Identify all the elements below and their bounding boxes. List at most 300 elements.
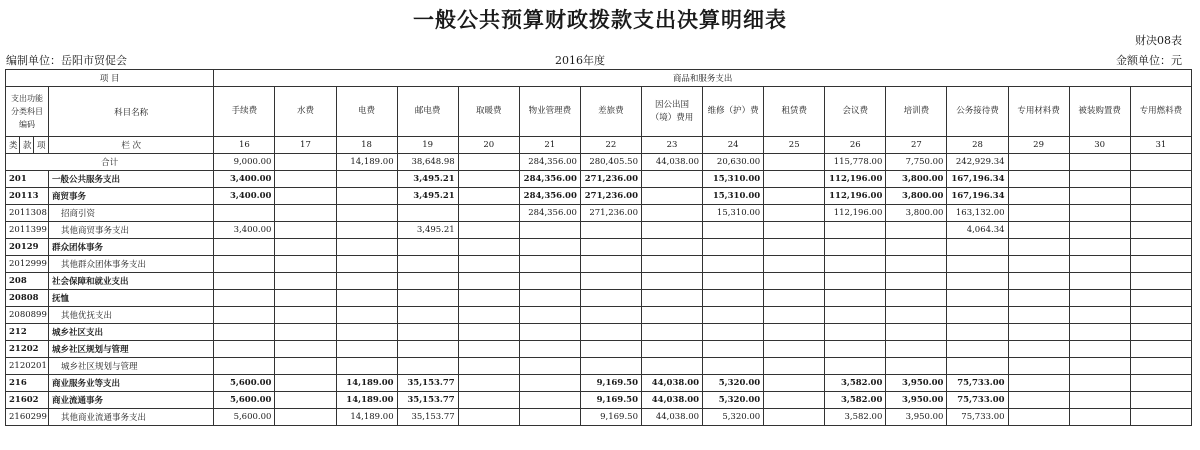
table-row [6,409,1192,426]
amount-cell [1130,324,1191,341]
amount-cell [458,290,519,307]
amount-cell [1008,307,1069,324]
amount-cell: 5,320.00 [703,392,764,409]
amount-cell [1069,239,1130,256]
amount-cell: 112,196.00 [825,205,886,222]
amount-cell: 9,169.50 [580,392,641,409]
amount-cell [458,222,519,239]
amount-cell [641,341,702,358]
amount-cell: 75,733.00 [947,409,1008,426]
amount-cell [458,392,519,409]
amount-cell [1130,307,1191,324]
amount-cell: 9,169.50 [580,409,641,426]
amount-cell [1069,205,1130,222]
amount-cell [580,358,641,375]
column-header: 租赁费 [764,87,825,137]
table-row [6,375,1192,392]
subject-code: 2011308 [6,205,49,222]
amount-cell [947,307,1008,324]
amount-cell [580,273,641,290]
amount-cell [214,256,275,273]
amount-cell: 284,356.00 [519,188,580,205]
amount-cell [580,239,641,256]
amount-cell: 271,236.00 [580,171,641,188]
amount-cell [275,239,336,256]
amount-cell: 271,236.00 [580,205,641,222]
amount-cell [519,409,580,426]
amount-cell: 3,582.00 [825,392,886,409]
amount-cell [1069,154,1130,171]
table-body [6,154,1192,426]
lei-label: 类 [6,137,20,154]
amount-cell [886,341,947,358]
column-header: 邮电费 [397,87,458,137]
amount-cell [275,307,336,324]
amount-cell: 75,733.00 [947,375,1008,392]
amount-cell [641,256,702,273]
amount-cell [275,273,336,290]
amount-cell: 44,038.00 [641,154,702,171]
amount-cell [825,341,886,358]
amount-cell: 14,189.00 [336,154,397,171]
amount-cell [458,409,519,426]
column-number: 29 [1008,137,1069,154]
amount-cell [703,341,764,358]
amount-cell [580,341,641,358]
kuan-label: 款 [20,137,34,154]
amount-cell [336,290,397,307]
amount-cell: 5,320.00 [703,409,764,426]
amount-cell [825,239,886,256]
column-number: 18 [336,137,397,154]
amount-cell: 3,800.00 [886,171,947,188]
amount-cell [825,324,886,341]
subject-code: 20808 [6,290,49,307]
amount-cell [1008,256,1069,273]
subject-name-header: 科目名称 [49,87,214,137]
amount-cell [825,256,886,273]
subject-name: 商业流通事务 [49,392,214,409]
amount-cell [1130,239,1191,256]
amount-cell [214,290,275,307]
amount-cell: 112,196.00 [825,171,886,188]
subject-name: 其他商贸事务支出 [49,222,214,239]
amount-cell [1008,409,1069,426]
amount-cell: 15,310.00 [703,188,764,205]
amount-cell [275,392,336,409]
amount-cell [1008,358,1069,375]
amount-cell [275,171,336,188]
amount-cell [703,358,764,375]
amount-cell [519,290,580,307]
column-number: 19 [397,137,458,154]
amount-cell [275,222,336,239]
table-row [6,324,1192,341]
subject-code: 2011399 [6,222,49,239]
amount-cell [275,188,336,205]
amount-cell [580,324,641,341]
amount-cell [1008,239,1069,256]
amount-cell [825,273,886,290]
table-row [6,273,1192,290]
amount-cell [703,256,764,273]
amount-cell [519,324,580,341]
expenditure-table [5,69,1192,426]
amount-cell [458,188,519,205]
amount-cell [1130,188,1191,205]
amount-cell: 284,356.00 [519,171,580,188]
amount-cell [1069,358,1130,375]
column-number: 28 [947,137,1008,154]
column-number: 16 [214,137,275,154]
subject-name: 城乡社区支出 [49,324,214,341]
amount-cell [764,307,825,324]
column-header: 手续费 [214,87,275,137]
amount-cell [825,307,886,324]
subject-name: 城乡社区规划与管理 [49,341,214,358]
amount-cell [1008,188,1069,205]
amount-cell [641,239,702,256]
amount-cell: 284,356.00 [519,154,580,171]
amount-cell [336,239,397,256]
amount-cell [1130,256,1191,273]
subject-code: 212 [6,324,49,341]
column-number: 27 [886,137,947,154]
subject-name: 其他商业流通事务支出 [49,409,214,426]
amount-cell [764,358,825,375]
amount-cell [214,205,275,222]
amount-cell [764,188,825,205]
column-header: 专用燃料费 [1130,87,1191,137]
amount-cell [1008,392,1069,409]
amount-cell [397,324,458,341]
amount-cell: 242,929.34 [947,154,1008,171]
amount-cell [1130,273,1191,290]
amount-cell [275,324,336,341]
amount-cell [1069,290,1130,307]
table-row [6,171,1192,188]
amount-cell [397,341,458,358]
amount-cell [1008,205,1069,222]
amount-cell [458,154,519,171]
amount-cell [275,358,336,375]
table-row [6,392,1192,409]
amount-cell [214,239,275,256]
subject-name: 商贸事务 [49,188,214,205]
subject-name: 商业服务业等支出 [49,375,214,392]
amount-cell [764,409,825,426]
amount-cell [886,290,947,307]
amount-cell [764,171,825,188]
subject-code: 21202 [6,341,49,358]
subject-name: 招商引资 [49,205,214,222]
amount-cell [1069,341,1130,358]
fiscal-year: 2016年度 [555,54,605,67]
amount-cell [825,358,886,375]
column-header: 被装购置费 [1069,87,1130,137]
amount-cell [886,324,947,341]
subject-code: 20129 [6,239,49,256]
amount-cell [764,375,825,392]
subject-code: 21602 [6,392,49,409]
function-code-header: 支出功能分类科目编码 [6,87,49,137]
amount-cell [275,256,336,273]
amount-cell [336,273,397,290]
amount-cell [519,307,580,324]
amount-cell [580,256,641,273]
amount-cell [825,290,886,307]
amount-cell [458,239,519,256]
amount-cell [764,222,825,239]
amount-cell [1008,324,1069,341]
amount-cell [580,290,641,307]
amount-cell [641,171,702,188]
amount-cell [519,273,580,290]
amount-cell [947,290,1008,307]
subject-code: 2012999 [6,256,49,273]
column-header: 维修（护）费 [703,87,764,137]
currency-unit: 金额单位：元 [1116,54,1182,67]
amount-cell [458,375,519,392]
column-header: 公务接待费 [947,87,1008,137]
table-row [6,307,1192,324]
amount-cell [764,324,825,341]
amount-cell [1008,171,1069,188]
header-row-group [6,70,1192,87]
amount-cell [703,222,764,239]
amount-cell [458,256,519,273]
column-number: 23 [641,137,702,154]
amount-cell [397,239,458,256]
column-header: 差旅费 [580,87,641,137]
amount-cell [1008,290,1069,307]
table-row [6,341,1192,358]
amount-cell: 5,600.00 [214,409,275,426]
amount-cell [336,358,397,375]
amount-cell [580,222,641,239]
amount-cell [1130,154,1191,171]
amount-cell: 280,405.50 [580,154,641,171]
column-number: 24 [703,137,764,154]
amount-cell [886,222,947,239]
column-number: 25 [764,137,825,154]
amount-cell [1130,375,1191,392]
amount-cell [1069,171,1130,188]
amount-cell [458,205,519,222]
amount-cell [519,222,580,239]
amount-cell [641,188,702,205]
amount-cell [886,239,947,256]
subject-name: 城乡社区规划与管理 [49,358,214,375]
amount-cell: 3,495.21 [397,188,458,205]
item-header: 项 目 [6,70,214,87]
column-header: 因公出国（境）费用 [641,87,702,137]
subject-code: 2080899 [6,307,49,324]
amount-cell [397,358,458,375]
amount-cell [1130,290,1191,307]
column-number: 17 [275,137,336,154]
amount-cell: 112,196.00 [825,188,886,205]
table-row [6,205,1192,222]
amount-cell [641,307,702,324]
subject-code: 20113 [6,188,49,205]
amount-cell [764,392,825,409]
amount-cell [519,341,580,358]
amount-cell: 15,310.00 [703,171,764,188]
amount-cell [519,256,580,273]
amount-cell [703,290,764,307]
amount-cell: 35,153.77 [397,392,458,409]
amount-cell [641,273,702,290]
subject-code: 2120201 [6,358,49,375]
amount-cell [703,273,764,290]
amount-cell [641,222,702,239]
amount-cell: 3,950.00 [886,392,947,409]
column-header: 电费 [336,87,397,137]
xiang-label: 项 [34,137,49,154]
amount-cell [1130,171,1191,188]
amount-cell [519,358,580,375]
amount-cell [397,256,458,273]
amount-cell [275,375,336,392]
table-row [6,290,1192,307]
amount-cell: 3,950.00 [886,375,947,392]
amount-cell [825,222,886,239]
amount-cell [764,154,825,171]
subject-code: 2160299 [6,409,49,426]
amount-cell [458,307,519,324]
report-title: 一般公共预算财政拨款支出决算明细表 [413,8,787,32]
amount-cell [458,273,519,290]
amount-cell [947,358,1008,375]
amount-cell: 167,196.34 [947,171,1008,188]
table-row [6,188,1192,205]
amount-cell: 44,038.00 [641,375,702,392]
amount-cell: 115,778.00 [825,154,886,171]
amount-cell [1130,222,1191,239]
amount-cell [214,341,275,358]
amount-cell [519,392,580,409]
amount-cell [1130,358,1191,375]
amount-cell [275,154,336,171]
amount-cell [1130,205,1191,222]
amount-cell: 14,189.00 [336,409,397,426]
amount-cell [641,290,702,307]
goods-services-header: 商品和服务支出 [214,70,1192,87]
amount-cell [703,307,764,324]
amount-cell [275,290,336,307]
amount-cell [764,256,825,273]
amount-cell [1008,154,1069,171]
amount-cell: 5,600.00 [214,392,275,409]
amount-cell [336,307,397,324]
amount-cell: 44,038.00 [641,409,702,426]
amount-cell [397,290,458,307]
amount-cell [214,358,275,375]
amount-cell [886,256,947,273]
amount-cell [458,324,519,341]
column-header: 水费 [275,87,336,137]
amount-cell [641,205,702,222]
amount-cell [336,341,397,358]
amount-cell [214,273,275,290]
amount-cell: 284,356.00 [519,205,580,222]
amount-cell [1069,222,1130,239]
amount-cell [947,273,1008,290]
amount-cell: 9,000.00 [214,154,275,171]
amount-cell: 167,196.34 [947,188,1008,205]
amount-cell [519,239,580,256]
amount-cell: 3,582.00 [825,409,886,426]
amount-cell [214,307,275,324]
table-row [6,222,1192,239]
amount-cell [1008,341,1069,358]
amount-cell [947,341,1008,358]
amount-cell: 3,950.00 [886,409,947,426]
amount-cell [1008,375,1069,392]
column-number: 26 [825,137,886,154]
amount-cell: 3,495.21 [397,222,458,239]
amount-cell [641,324,702,341]
table-row [6,358,1192,375]
amount-cell [1069,324,1130,341]
amount-cell: 38,648.98 [397,154,458,171]
amount-cell [1130,409,1191,426]
amount-cell [336,205,397,222]
amount-cell [703,239,764,256]
subject-name: 一般公共服务支出 [49,171,214,188]
amount-cell [1008,222,1069,239]
header-row-numbers [6,137,1192,154]
amount-cell [1008,273,1069,290]
subject-code: 216 [6,375,49,392]
amount-cell: 4,064.34 [947,222,1008,239]
amount-cell [1130,341,1191,358]
table-row [6,256,1192,273]
amount-cell [1069,392,1130,409]
form-number: 财决08表 [1135,34,1182,47]
amount-cell: 3,800.00 [886,205,947,222]
amount-cell [641,358,702,375]
amount-cell: 44,038.00 [641,392,702,409]
amount-cell: 271,236.00 [580,188,641,205]
amount-cell [397,307,458,324]
amount-cell: 3,400.00 [214,222,275,239]
amount-cell [703,324,764,341]
amount-cell: 3,582.00 [825,375,886,392]
amount-cell [1069,273,1130,290]
subject-name: 社会保障和就业支出 [49,273,214,290]
column-header: 物业管理费 [519,87,580,137]
subject-name: 其他群众团体事务支出 [49,256,214,273]
amount-cell [764,290,825,307]
subject-name: 群众团体事务 [49,239,214,256]
amount-cell: 35,153.77 [397,375,458,392]
subject-name: 其他优抚支出 [49,307,214,324]
amount-cell [275,409,336,426]
amount-cell [336,324,397,341]
amount-cell: 3,400.00 [214,171,275,188]
amount-cell [580,307,641,324]
column-number: 31 [1130,137,1191,154]
column-number: 21 [519,137,580,154]
amount-cell: 9,169.50 [580,375,641,392]
amount-cell: 5,600.00 [214,375,275,392]
amount-cell [458,341,519,358]
amount-cell: 7,750.00 [886,154,947,171]
amount-cell [947,324,1008,341]
column-number: 30 [1069,137,1130,154]
